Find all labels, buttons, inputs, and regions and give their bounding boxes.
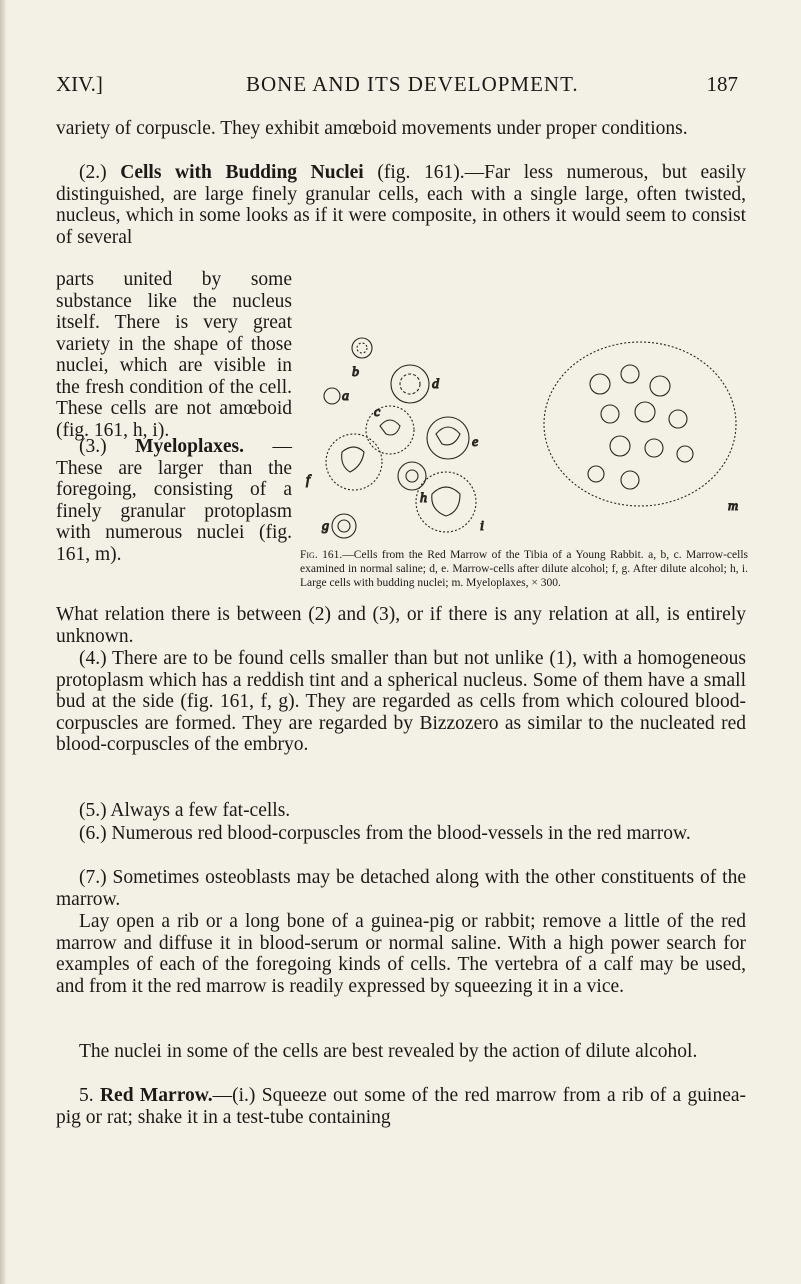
heading-red-marrow: Red Marrow.: [99, 1085, 213, 1106]
cell-f: [398, 462, 426, 490]
label-i: i: [480, 519, 484, 534]
paragraph-cells-budding-nuclei: (2.) Cells with Budding Nuclei (fig. 161).—Far less numerous, but easily distinguished, are large finely granular cells, each with a single large, often twisted, nucleus, which in some looks as if it were composite, in others it would seem to consist of several: [56, 162, 747, 248]
label-g: g: [322, 519, 329, 534]
paragraph-5: (5.) Always a few fat-cells.: [79, 800, 291, 821]
paragraph-6: (6.) Numerous red blood-corpuscles from the blood-vessels in the red marrow.: [79, 823, 691, 844]
heading-cells-budding-nuclei: Cells with Budding Nuclei: [120, 162, 364, 183]
page-spine-shadow: [0, 0, 6, 1284]
heading-myeloplaxes: Myeloplaxes.: [135, 436, 244, 457]
figure-161-illustration: [300, 334, 748, 544]
running-title: BONE AND ITS DEVELOPMENT.: [246, 72, 579, 96]
label-m: m: [728, 499, 739, 514]
cell-h: [326, 434, 382, 490]
paragraph-4: (4.) There are to be found cells smaller than but not unlike (1), with a homogeneous protoplasm which has a reddish tint and a spherical nucleus. Some of them have a small bud at the side (fig. 161, f, g). They are regarded as cells from which coloured blood-corpuscles are formed. They are regarded by Bizzozero as similar to the nucleated red blood-corpuscles of the embryo.: [56, 648, 746, 755]
paragraph-7: (7.) Sometimes osteoblasts may be detached along with the other constituents of the marrow.: [56, 867, 746, 910]
paragraph-myeloplaxes: (3.) Myeloplaxes. — These are larger than the foregoing, consisting of a finely granular protoplasm with numerous nuclei (fig. 161, m).: [56, 436, 293, 565]
paragraph-nuclei-alcohol: The nuclei in some of the cells are best revealed by the action of dilute alcohol.: [79, 1041, 698, 1062]
cell-a: [324, 388, 340, 404]
paragraph-relation-unknown: What relation there is between (2) and (3), or if there is any relation at all, is entirely unknown.: [56, 604, 746, 647]
cell-b: [352, 338, 372, 358]
paragraph-cells-budding-nuclei-cont: parts united by some substance like the nucleus itself. There is very great variety in the shape of those nuclei, which are visible in the fresh condition of the cell. These cells are not amœboid (fig. 161, h, i).: [56, 269, 292, 441]
chapter-number: XIV.]: [56, 72, 103, 96]
label-c: c: [374, 405, 381, 420]
label-b: b: [352, 365, 359, 380]
cell-d: [391, 365, 429, 403]
label-a: a: [342, 389, 349, 404]
label-e: e: [472, 435, 479, 450]
page-number: 187: [706, 72, 738, 96]
cell-g: [332, 514, 356, 538]
figure-161-caption: Fig. 161.—Cells from the Red Marrow of the Tibia of a Young Rabbit. a, b, c. Marrow-cells examined in normal saline; d, e. Marrow-cells after dilute alcohol; f, g. After dilute alcohol; h, i. Large cells with budding nuclei; m. Myeloplaxes, × 300.: [300, 549, 748, 589]
paragraph-top: variety of corpuscle. They exhibit amœboid movements under proper conditions.: [56, 118, 688, 139]
cell-e: [427, 417, 469, 459]
paragraph-procedure: Lay open a rib or a long bone of a guinea-pig or rabbit; remove a little of the red marrow and diffuse it in blood-serum or normal saline. With a high power search for examples of each of the foregoing kinds of cells. The vertebra of a calf may be used, and from it the red marrow is readily expressed by squeezing it in a vice.: [56, 911, 746, 997]
label-h: f: [306, 473, 310, 488]
running-header: [56, 72, 746, 102]
paragraph-red-marrow: 5. Red Marrow.—(i.) Squeeze out some of the red marrow from a rib of a guinea-pig or rat; shake it in a test-tube containing: [56, 1085, 747, 1128]
cell-m-myeloplax: [544, 342, 736, 506]
label-d: d: [432, 377, 439, 392]
label-f: h: [420, 491, 427, 506]
